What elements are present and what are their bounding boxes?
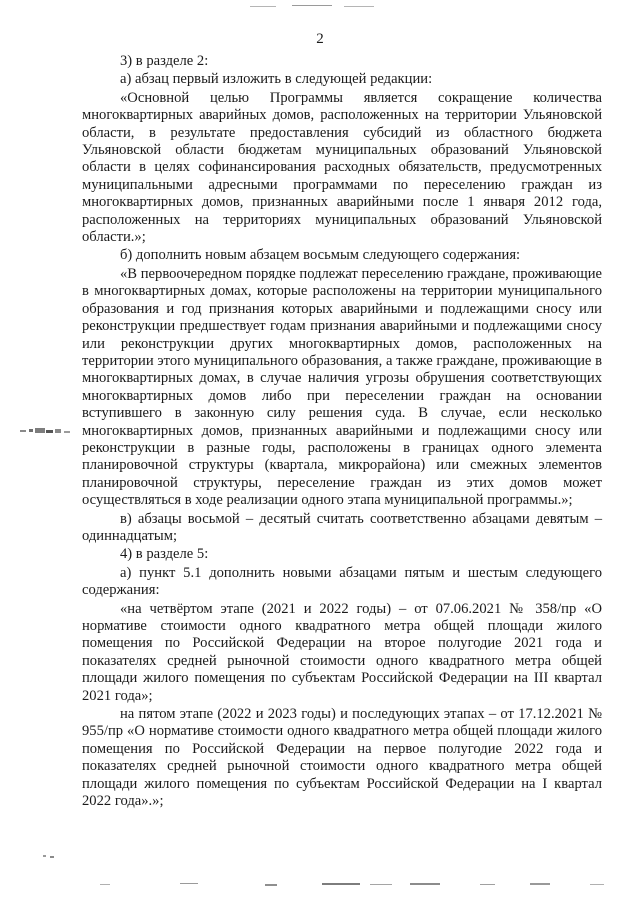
- document-body: [82, 53, 602, 810]
- scan-artifact-left: [20, 425, 72, 437]
- paragraph-item-a: а) абзац первый изложить в следующей редакции:: [120, 71, 433, 88]
- paragraph-stage-four: «на четвёртом этапе (2021 и 2022 годы) – от 07.06.2021 № 358/пр «О нормативе стоимости одного квадратного метра общей площади жилого помещения по Российской Федерации на второе полугодие 2021 года и показателях средней рыночной стоимости одного квадратного метра общей площади жилого помещения по субъектам Российской Федерации на III квартал 2021 года»;: [82, 600, 602, 704]
- paragraph-section-5-header: 4) в разделе 5:: [120, 546, 209, 563]
- scan-artifact-top: [240, 4, 400, 10]
- scan-artifact-dots: [43, 852, 61, 860]
- paragraph-stage-five: на пятом этапе (2022 и 2023 годы) и последующих этапах – от 17.12.2021 № 955/пр «О нормативе стоимости одного квадратного метра общей площади жилого помещения по Российской Федерации на первое полугодие 2022 года и показателях средней рыночной стоимости одного квадратного метра общей площади жилого помещения по субъектам Российской Федерации на I квартал 2022 года».»;: [82, 706, 602, 810]
- paragraph-item-5a: а) пункт 5.1 дополнить новыми абзацами пятым и шестым следующего содержания:: [82, 564, 602, 599]
- paragraph-section-2-header: 3) в разделе 2:: [120, 53, 209, 69]
- paragraph-item-c: в) абзацы восьмой – десятый считать соответственно абзацами девятым – одиннадцатым;: [82, 510, 602, 544]
- scan-artifact-bottom: [60, 880, 620, 888]
- paragraph-quote-priority: «В первоочередном порядке подлежат переселению граждане, проживающие в многоквартирных домах, которые расположены на территории муниципального образования и год признания которых аварийными и подлежащими сносу или реконструкции предшествует годам признания аварийными и подлежащими сносу или реконструкции других многоквартирных домов, расположенных на территории этого муниципального образования, а также граждане, проживающие в многоквартирных домах, в случае наличия угрозы обрушения соответствующих многоквартирных домов либо при переселении граждан на основании вступившего в законную силу решения суда. В случае, если несколько многоквартирных домов, признанных аварийными и подлежащими сносу или реконструкции в разные годы, расположены в границах одного элемента планировочной структуры (квартала, микрорайона) или смежных элементов планировочной структуры, переселение граждан из этих домов может осуществляться в ходе реализации одного этапа муниципальной программы.»;: [82, 265, 602, 509]
- paragraph-item-b: б) дополнить новым абзацем восьмым следующего содержания:: [120, 247, 521, 264]
- page-number: 2: [316, 31, 324, 47]
- paragraph-quote-goal: «Основной целью Программы является сокращение количества многоквартирных аварийных домов, расположенных на территории Ульяновской области, в результате предоставления субсидий из областного бюджета Ульяновской области бюджетам муниципальных образований Ульяновской области в целях софинансирования расходных обязательств, предусмотренных муниципальными адресными программами по переселению граждан из многоквартирных домов, признанных аварийными после 1 января 2012 года, расположенных на территориях муниципальных образований Ульяновской области.»;: [82, 89, 602, 246]
